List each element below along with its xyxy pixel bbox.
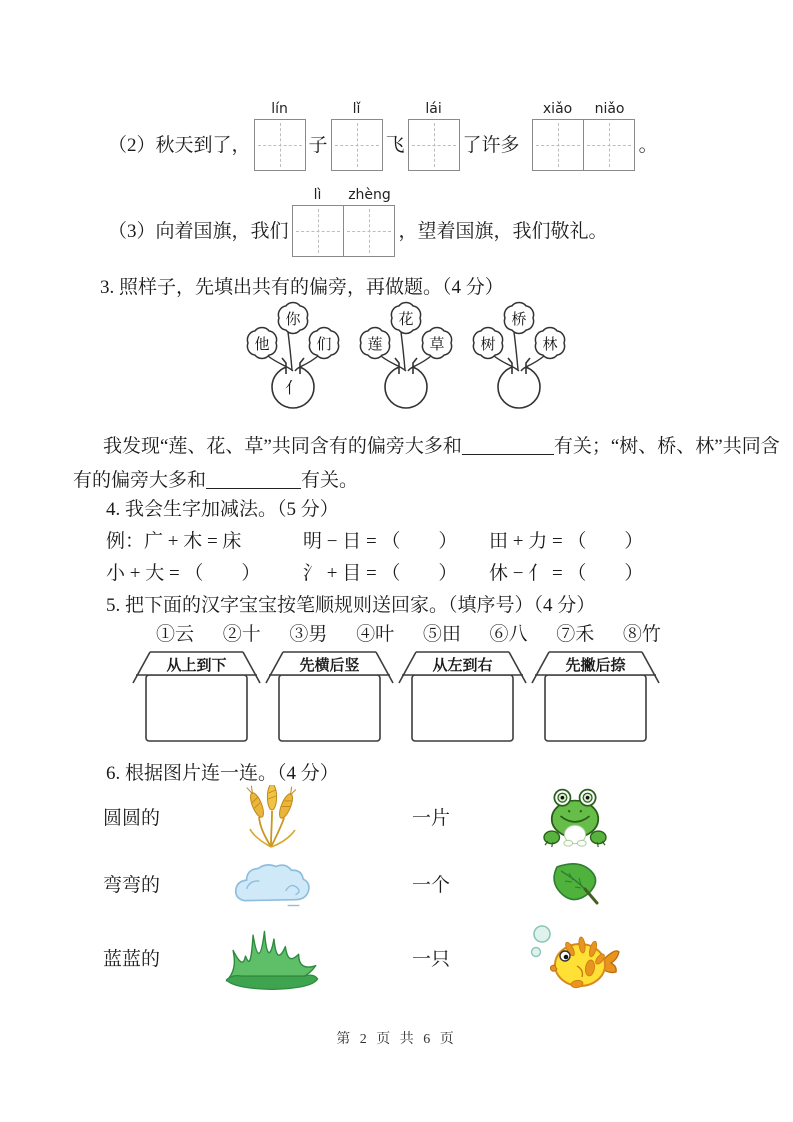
q5-char-option[interactable]: ⑦禾 bbox=[556, 624, 595, 645]
q2-writing-box-double bbox=[532, 101, 636, 171]
q2-writing-box-1 bbox=[254, 101, 306, 171]
pinyin-label: niǎo bbox=[594, 101, 625, 117]
vase-group bbox=[238, 298, 574, 412]
character-writing-box[interactable] bbox=[254, 119, 306, 171]
flower-char: 们 bbox=[316, 337, 332, 353]
q6-adjective[interactable]: 蓝蓝的 bbox=[103, 948, 161, 970]
q3-writing-box-double bbox=[292, 187, 396, 257]
flower-char: 莲 bbox=[367, 337, 383, 353]
q5-char-option[interactable]: ①云 bbox=[156, 624, 195, 645]
q5-houses bbox=[130, 647, 662, 746]
flower-top bbox=[391, 303, 420, 334]
q2-mid-text-2: 飞 bbox=[385, 134, 405, 156]
q4-item[interactable]: 田 + 力 = （ ） bbox=[489, 531, 644, 552]
pinyin-label: lái bbox=[425, 101, 442, 117]
q2-period: 。 bbox=[638, 134, 658, 156]
answer-blank-2[interactable] bbox=[206, 469, 301, 489]
q6-measure-word[interactable]: 一片 bbox=[412, 807, 451, 829]
q4-example: 例：广 + 木 = 床 bbox=[106, 531, 242, 552]
q5-title: 5. 把下面的汉字宝宝按笔顺规则送回家。（填序号）（4 分） bbox=[106, 595, 596, 616]
q5-char-option[interactable]: ⑥八 bbox=[489, 624, 528, 645]
q3-prefix-text: （3）向着国旗，我们 bbox=[108, 220, 289, 242]
q6-measure-word[interactable]: 一只 bbox=[412, 948, 451, 970]
discover-text-1: 我发现“莲、花、草”共同含有的偏旁大多和 bbox=[103, 436, 462, 457]
house-roof-label: 先撇后捺 bbox=[565, 658, 626, 674]
question-3-row bbox=[108, 187, 608, 257]
q5-char-option[interactable]: ③男 bbox=[289, 624, 328, 645]
wheat-image[interactable] bbox=[244, 785, 302, 851]
stroke-rule-house-3 bbox=[396, 647, 529, 746]
q5-char-option[interactable]: ⑤田 bbox=[422, 624, 461, 645]
leaf-image[interactable] bbox=[547, 861, 603, 909]
flower-left bbox=[473, 328, 502, 359]
q2-mid-text-3: 了许多 bbox=[462, 134, 520, 156]
q5-char-option[interactable]: ②十 bbox=[222, 624, 261, 645]
flower-char: 草 bbox=[429, 337, 445, 353]
house-roof-label: 从上到下 bbox=[166, 658, 227, 674]
answer-blank-1[interactable] bbox=[462, 435, 554, 455]
q4-item[interactable]: 小 + 大 = （ ） bbox=[106, 563, 261, 584]
bubble-icon bbox=[534, 926, 550, 942]
flower-char: 树 bbox=[480, 337, 496, 353]
q6-measure-word[interactable]: 一个 bbox=[412, 874, 451, 896]
q6-title: 6. 根据图片连一连。（4 分） bbox=[106, 763, 339, 784]
frog-image[interactable] bbox=[543, 787, 607, 849]
bubble-icon bbox=[532, 948, 541, 957]
q6-adjective[interactable]: 弯弯的 bbox=[103, 874, 161, 896]
stroke-rule-house-4 bbox=[529, 647, 662, 746]
character-writing-box[interactable] bbox=[583, 119, 635, 171]
house-drop-area[interactable] bbox=[412, 675, 513, 741]
q2-writing-box-2 bbox=[331, 101, 383, 171]
character-writing-box[interactable] bbox=[331, 119, 383, 171]
q6-matching-grid bbox=[95, 784, 655, 1000]
character-writing-box[interactable] bbox=[343, 205, 395, 257]
q2-writing-box-3 bbox=[408, 101, 460, 171]
q4-row-2 bbox=[106, 560, 643, 587]
q4-item[interactable]: 氵 + 目 = （ ） bbox=[303, 563, 458, 584]
fish-image[interactable] bbox=[529, 922, 621, 996]
pinyin-label: lǐ bbox=[352, 101, 361, 117]
q4-title: 4. 我会生字加减法。（5 分） bbox=[106, 499, 339, 520]
pinyin-label: xiǎo bbox=[542, 101, 573, 117]
house-roof-label: 先横后竖 bbox=[299, 658, 360, 674]
cloud-image[interactable] bbox=[231, 859, 315, 911]
q2-prefix-text: （2）秋天到了， bbox=[108, 134, 251, 156]
q3-discovery-paragraph bbox=[73, 433, 780, 494]
q4-item[interactable]: 明 − 日 = （ ） bbox=[303, 531, 458, 552]
character-writing-box[interactable] bbox=[408, 119, 460, 171]
flower-char: 他 bbox=[254, 337, 270, 353]
page-number-footer: 第 2 页 共 6 页 bbox=[336, 1032, 457, 1047]
vase-radical-answer[interactable]: 亻 bbox=[284, 380, 302, 397]
vase-diagram-3 bbox=[464, 298, 574, 412]
discover-text-4: 有关。 bbox=[301, 470, 359, 491]
discover-text-3: 有的偏旁大多和 bbox=[73, 470, 207, 491]
q5-char-option[interactable]: ④叶 bbox=[356, 624, 395, 645]
house-drop-area[interactable] bbox=[279, 675, 380, 741]
flower-left bbox=[360, 328, 389, 359]
stroke-rule-house-2 bbox=[263, 647, 396, 746]
q3-suffix-text: ，望着国旗，我们敬礼。 bbox=[398, 220, 608, 242]
q2-mid-text-1: 子 bbox=[308, 134, 328, 156]
vase-diagram-1 bbox=[238, 298, 348, 412]
house-drop-area[interactable] bbox=[545, 675, 646, 741]
q4-row-1 bbox=[106, 528, 643, 555]
flower-char: 林 bbox=[542, 337, 558, 353]
character-writing-box[interactable] bbox=[292, 205, 344, 257]
house-drop-area[interactable] bbox=[146, 675, 247, 741]
flower-top bbox=[278, 303, 307, 334]
q5-char-option[interactable]: ⑧竹 bbox=[622, 624, 661, 645]
q3-title: 3. 照样子，先填出共有的偏旁，再做题。（4 分） bbox=[100, 277, 504, 298]
pinyin-label: lì bbox=[313, 187, 322, 203]
flower-char: 你 bbox=[285, 312, 301, 328]
pinyin-label: lín bbox=[271, 101, 288, 117]
flower-right bbox=[309, 328, 338, 359]
q5-character-list bbox=[156, 621, 661, 648]
stroke-rule-house-1 bbox=[130, 647, 263, 746]
house-roof-label: 从左到右 bbox=[432, 658, 493, 674]
grass-image[interactable] bbox=[217, 923, 329, 995]
flower-right bbox=[535, 328, 564, 359]
pinyin-label: zhèng bbox=[348, 187, 391, 203]
q4-item[interactable]: 休 − 亻 = （ ） bbox=[489, 563, 644, 584]
discover-text-2: 有关；“树、桥、林”共同含 bbox=[553, 436, 780, 457]
flower-char: 花 bbox=[398, 312, 414, 328]
flower-left bbox=[247, 328, 276, 359]
question-2-row bbox=[108, 101, 658, 171]
vase-diagram-2 bbox=[351, 298, 461, 412]
flower-char: 桥 bbox=[511, 312, 527, 328]
flower-top bbox=[504, 303, 533, 334]
flower-right bbox=[422, 328, 451, 359]
q6-adjective[interactable]: 圆圆的 bbox=[103, 807, 161, 829]
character-writing-box[interactable] bbox=[532, 119, 584, 171]
